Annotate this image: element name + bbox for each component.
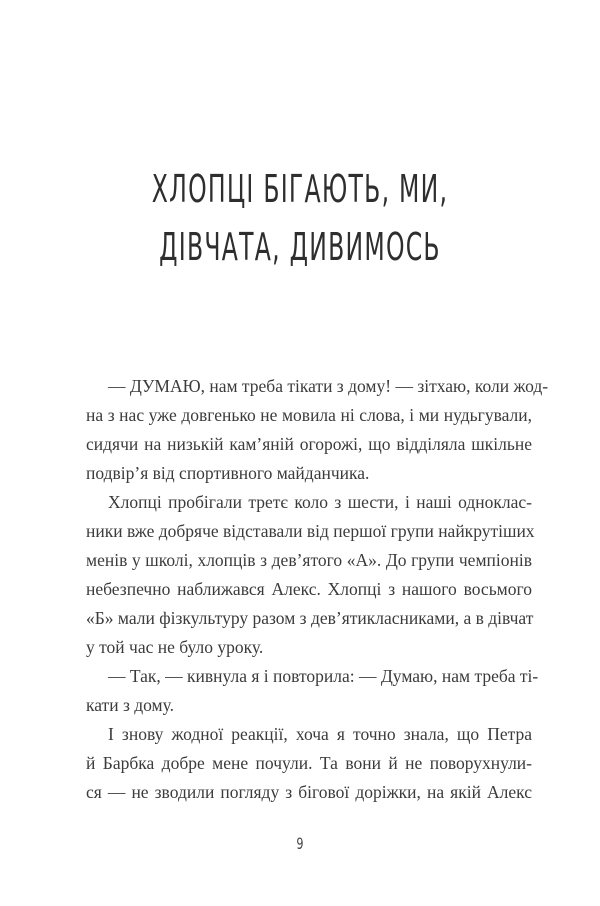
text-line: й Барбка добре мене почули. Та вони й не поворухнули- [86, 753, 532, 773]
text-line: «Б» мали фізкультуру разом з дев’ятикласниками, а в дівчат [86, 608, 534, 628]
text-line: кати з дому. [86, 695, 174, 715]
text-line: І знову жодної реакції, хоча я точно знала, що Петра [108, 724, 532, 744]
text-line: сидячи на низькій кам’яній огорожі, що відділяла шкільне [86, 434, 532, 454]
text-line: ся — не зводили погляду з бігової доріжки, на якій Алекс [86, 782, 532, 802]
text-line: — Так, — кивнула я і повторила: — Думаю, нам треба ті- [108, 666, 539, 686]
page-number: 9 [296, 834, 304, 853]
text-line: ники вже добряче відставали від першої групи найкрутіших [86, 521, 535, 541]
text-line: у той час не було уроку. [86, 637, 264, 657]
body-text [86, 372, 549, 807]
chapter-title-line-2: ДІВЧАТА, ДИВИМОСЬ [159, 225, 441, 269]
text-line: Хлопці пробігали третє коло з шести, і наші однoклас- [108, 492, 532, 512]
chapter-title-line-1: ХЛОПЦІ БІГАЮТЬ, МИ, [151, 167, 449, 211]
text-line: на з нас уже довгенько не мовила ні слова, і ми нудьгували, [86, 405, 532, 425]
text-line: небезпечно наближався Алекс. Хлопці з нашого восьмого [86, 579, 532, 599]
text-line: — ДУМАЮ, нам треба тікати з дому! — зітхаю, коли жод- [108, 376, 549, 396]
text-line: подвір’я від спортивного майданчика. [86, 463, 370, 483]
text-line: менів у школі, хлопців з дев’ятого «А». До групи чемпіонів [86, 550, 532, 570]
